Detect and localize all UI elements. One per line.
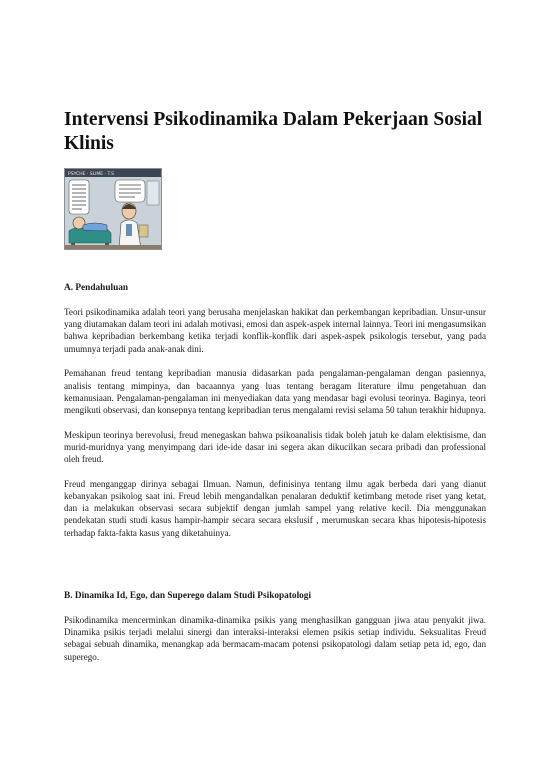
- paragraph: Teori psikodinamika adalah teori yang berusaha menjelaskan hakikat dan perkembangan kepribadian. Unsur-unsur yang diutamakan dalam teori ini adalah motivasi, emosi dan aspek-aspek internal lainnya. Teori ini mengasumsikan bahwa kepribadian berkembang ketika terjadi konflik-konflik dari aspek-aspek psikologis tersebut, yang pada umumnya terjadi pada anak-anak dini.: [64, 307, 486, 354]
- section-introduction: [64, 282, 486, 539]
- cartoon-therapy-session-image: [64, 168, 162, 250]
- section-dynamics: [64, 590, 486, 663]
- paragraph: Psikodinamika mencerminkan dinamika-dinamika psikis yang menghasilkan gangguan jiwa atau penyakit jiwa. Dinamika psikis terjadi melalui sinergi dan interaksi-interaksi elemen psikis setiap individu. Seksualitas Freud sebagai sebuah dinamika, menangkap ada bermacam-macam potensi psikopatologi dalam setiap peta id, ego, dan superego.: [64, 615, 486, 662]
- paragraph: Pemahanan freud tentang kepribadian manusia didasarkan pada pengalaman-pengalaman dengan pasiennya, analisis tentang mimpinya, dan bacaannya yang luas tentang beragam literature ilmu pengetahuan dan kemanusiaan. Pengalaman-pengalaman ini menyediakan data yang mendasar bagi evolusi teorinya. Baginya, teori mengikuti observasi, dan konsepnya tentang kepribadian terus mengalami revisi selama 50 tahun terakhir hidupnya.: [64, 368, 486, 415]
- speech-bubble-right: [115, 180, 145, 202]
- cartoon-illustration: [65, 169, 161, 249]
- paragraph: Freud menganggap dirinya sebagai Ilmuan. Namun, definisinya tentang ilmu agak berbeda dari yang dianut kebanyakan psikolog saat ini. Freud lebih mengandalkan penalaran deduktif ketimbang metode riset yang ketat, dan ia melakukan observasi secara subjektif dengan jumlah sampel yang relative kecil. Dia menggunakan pendekatan studi studi kasus hampir-hampir secara secara ekslusif , merumuskan secara khas hipotesis-hipotesis terhadap fakta-fakta kasus yang diketahuinya.: [64, 478, 486, 538]
- comic-banner-text: PSYCHE · SLIME · T.S: [68, 172, 114, 177]
- section-heading: A. Pendahuluan: [64, 283, 129, 293]
- paragraph: Meskipun teorinya berevolusi, freud menegaskan bahwa psikoanalisis tidak boleh jatuh ke dalam elektisisme, dan murid-muridnya yang menyimpang dari ide-ide dasar ini segera akan dikucilkan secara pribadi dan professional oleh freud.: [64, 429, 486, 465]
- section-heading: B. Dinamika Id, Ego, dan Superego dalam Studi Psikopatologi: [64, 591, 312, 601]
- document-title: Intervensi Psikodinamika Dalam Pekerjaan Sosial Klinis: [64, 109, 483, 154]
